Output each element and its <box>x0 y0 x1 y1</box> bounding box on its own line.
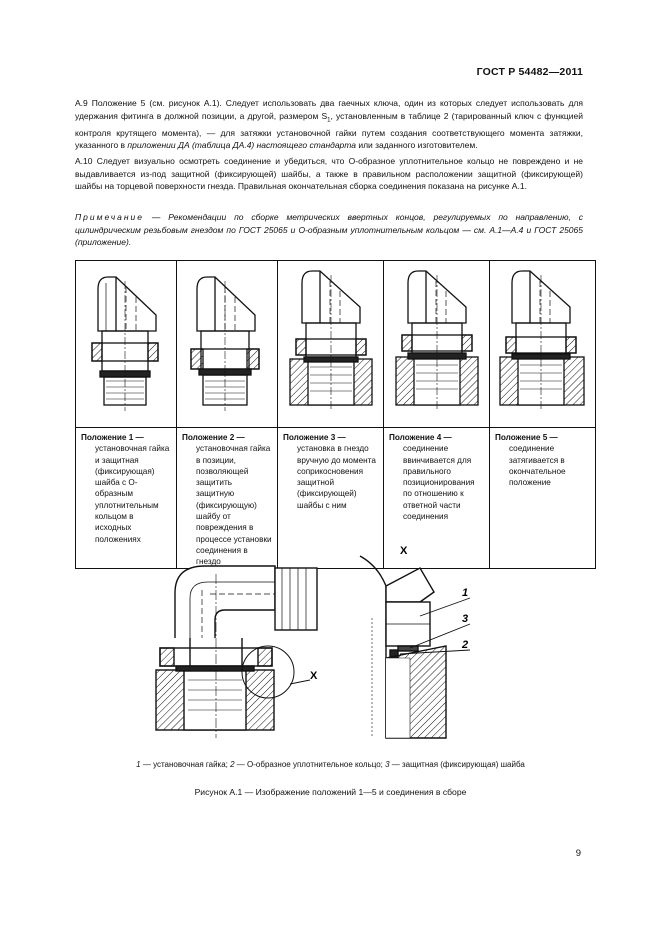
positions-image-row <box>76 261 596 428</box>
position-3-drawing <box>278 261 383 427</box>
position-4-text: соединение ввинчивается для правильного позиционирования по отношению к ответной части соединения <box>403 444 475 522</box>
position-3-title: Положение 3 — <box>283 433 346 442</box>
position-2-title: Положение 2 — <box>182 433 245 442</box>
position-2-text: установочная гайка в позиции, позволяющей защитить защитную (фиксирующую) шайбу от повреждения в процессе установки соединения в гнездо <box>196 444 272 567</box>
position-4-drawing <box>384 261 489 427</box>
legend-text-2: — О-образное уплотнительное кольцо; <box>234 760 386 769</box>
position-1-drawing-cell <box>76 261 177 428</box>
paragraph-a9-text <box>75 97 583 152</box>
paragraph-a10 <box>75 155 583 193</box>
position-2-drawing <box>177 261 277 427</box>
position-5-drawing-cell <box>490 261 596 428</box>
a9-subscript: 1 <box>327 117 331 124</box>
position-1-text: установочная гайка и защитная (фиксирующая) шайба с О-образным уплотнительным кольцом в исходных положениях <box>95 444 170 544</box>
legend-num-3: 3 <box>385 760 390 769</box>
position-5-text: соединение затягивается в окончательное положение <box>509 444 566 488</box>
standard-header: ГОСТ Р 54482—2011 <box>476 66 583 78</box>
callout-x-label: X <box>310 670 318 682</box>
position-3-text: установка в гнездо вручную до момента соприкосновения защитной (фиксирующей) шайбы с ним <box>297 444 376 510</box>
a9-part1: А.9 Положение 5 (см. рисунок А.1). Следует использовать два гаечных ключа, один из которых следует использовать для удержания фитинга в должной позиции, а другой, размером S <box>75 98 583 121</box>
position-1-title: Положение 1 — <box>81 433 144 442</box>
position-3-drawing-cell <box>278 261 384 428</box>
position-2-drawing-cell <box>177 261 278 428</box>
a9-part3: или заданного изготовителем. <box>355 140 478 151</box>
note-label: Примечание <box>75 212 144 222</box>
figure-caption: Рисунок А.1 — Изображение положений 1—5 и соединения в сборе <box>194 787 467 797</box>
note-text: — Рекомендации по сборке метрических ввертных концов, регулируемых по направлению, с цилиндрическим резьбовым гнездом по ГОСТ 25065 и О-образным уплотнительным кольцом — см. А.1—А.4 и ГОСТ 25065 (приложение). <box>75 212 583 248</box>
position-4-title: Положение 4 — <box>389 433 452 442</box>
position-5-caption <box>490 428 596 569</box>
assembly-detail-drawing <box>150 538 490 753</box>
position-4-drawing-cell <box>384 261 490 428</box>
legend-num-2: 2 <box>230 760 235 769</box>
a9-part2: , установленным в таблице 2 (тарированный ключ с функцией контроля крутящего момента), — для затяжки установочной гайки путем создания соответствующего момента затяжки, указанного в <box>75 110 583 151</box>
position-5-drawing <box>490 261 595 427</box>
position-5-title: Положение 5 — <box>495 433 558 442</box>
legend-text-3: — защитная (фиксирующая) шайба <box>389 760 525 769</box>
position-1-drawing <box>76 261 176 427</box>
note-block <box>75 211 583 249</box>
paragraph-a10-text: А.10 Следует визуально осмотреть соединение и убедиться, что О-образное уплотнительное кольцо не повреждено и не выдавливается из-под защитной (фиксирующей) шайбы, а также в правильном расположении защитной (фиксирующей) шайбы на торцевой поверхности гнезда. Правильная окончательная сборка соединения показана на рисунке А.1. <box>75 156 583 192</box>
legend-text-1: — установочная гайка; <box>140 760 231 769</box>
detail-x-view <box>360 556 446 738</box>
page-number: 9 <box>575 848 581 859</box>
elbow-fitting <box>156 566 317 738</box>
legend-num-1: 1 <box>136 760 141 769</box>
callout-2-label: 2 <box>462 639 469 651</box>
detail-view-label: X <box>400 545 408 557</box>
callout-1-label: 1 <box>462 587 469 599</box>
positions-table <box>75 260 596 569</box>
paragraph-a9 <box>75 97 583 152</box>
callout-3-label: 3 <box>462 613 469 625</box>
figure-legend <box>0 760 661 769</box>
a9-italic-ref: приложении ДА (таблица ДА.4) настоящего стандарта <box>127 140 356 151</box>
